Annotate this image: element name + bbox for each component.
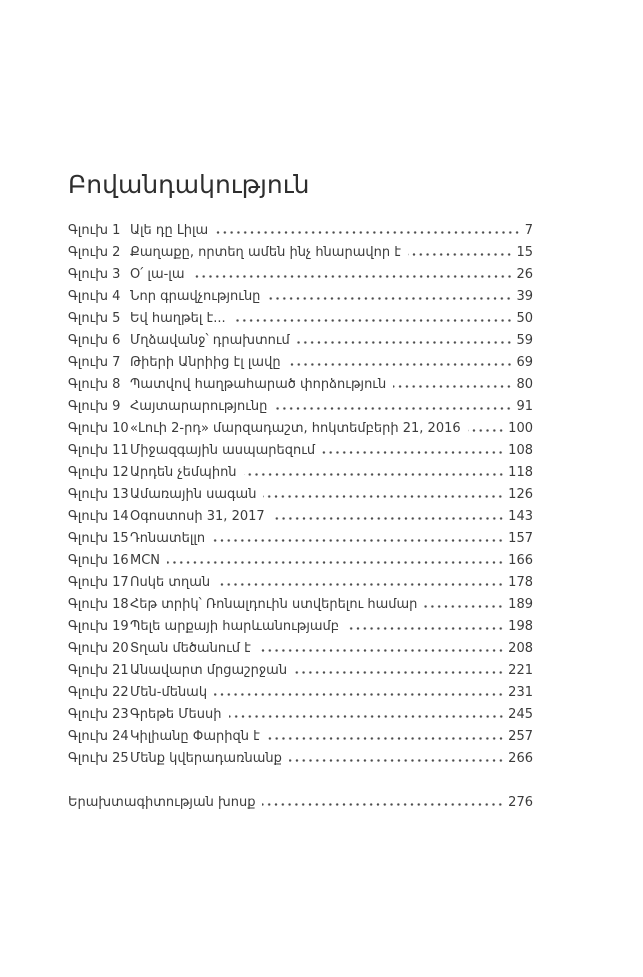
chapter-label: Գլուխ 16 <box>68 553 129 568</box>
chapter-page-number: 198 <box>508 619 533 634</box>
dot-leader <box>346 627 504 630</box>
dot-leader <box>393 385 512 388</box>
chapter-title: Օգոստոսի 31, 2017 <box>130 509 265 524</box>
chapter-label: Գլուխ 24 <box>68 729 129 744</box>
dot-leader <box>167 561 504 564</box>
chapter-page-number: 257 <box>508 729 533 744</box>
chapter-title: Օ՛ լա-լա <box>130 267 185 282</box>
chapter-page-number: 166 <box>508 553 533 568</box>
dot-leader <box>214 693 504 696</box>
chapter-page-number: 80 <box>516 377 533 392</box>
toc-row <box>68 462 533 484</box>
dot-leader <box>274 407 512 410</box>
dot-leader <box>408 253 513 256</box>
chapter-title: Թիերի Անրիից էլ լավը <box>130 355 281 370</box>
toc-row <box>68 440 533 462</box>
chapter-page-number: 221 <box>508 663 533 678</box>
toc-row <box>68 506 533 528</box>
chapter-label: Գլուխ 2 <box>68 245 121 260</box>
chapter-title: Ոսկե տղան <box>130 575 211 590</box>
chapter-title: Ամառային սագան <box>130 487 257 502</box>
chapter-title: Նոր գրավչությունը <box>130 289 261 304</box>
chapter-page-number: 100 <box>508 421 533 436</box>
toc-row <box>68 264 533 286</box>
chapter-title: Հեթ տրիկ՝ Ռոնալդուին ստվերելու համար <box>130 597 418 612</box>
toc-row <box>68 418 533 440</box>
dot-leader <box>192 275 513 278</box>
page-title: Բովանդակություն <box>68 170 310 199</box>
chapter-title: Կիլիանը Փարիզն է <box>130 729 260 744</box>
toc-row <box>68 704 533 726</box>
chapter-page-number: 59 <box>516 333 533 348</box>
chapter-title: Ալե դը Լիլա <box>130 223 209 238</box>
toc-row <box>68 330 533 352</box>
dot-leader <box>263 495 504 498</box>
dot-leader <box>294 671 504 674</box>
dot-leader <box>212 539 504 542</box>
toc-row <box>68 572 533 594</box>
toc-row <box>68 308 533 330</box>
chapter-page-number: 157 <box>508 531 533 546</box>
dot-leader <box>288 363 513 366</box>
toc-row <box>68 374 533 396</box>
chapter-page-number: 26 <box>516 267 533 282</box>
chapter-title: Մենք կվերադառնանք <box>130 751 282 766</box>
dot-leader <box>289 759 504 762</box>
toc-acknowledgements-row <box>68 792 533 814</box>
chapter-label: Գլուխ 3 <box>68 267 121 282</box>
toc-row <box>68 638 533 660</box>
chapter-label: Գլուխ 4 <box>68 289 121 304</box>
dot-leader <box>229 715 505 718</box>
chapter-page-number: 231 <box>508 685 533 700</box>
dot-leader <box>258 649 504 652</box>
chapter-label: Գլուխ 7 <box>68 355 121 370</box>
chapter-title: Միջազգային ասպարեզում <box>130 443 316 458</box>
toc-row <box>68 286 533 308</box>
chapter-page-number: 50 <box>516 311 533 326</box>
toc-row <box>68 396 533 418</box>
dot-leader <box>217 583 504 586</box>
toc-row <box>68 726 533 748</box>
chapter-page-number: 178 <box>508 575 533 590</box>
chapter-page-number: 108 <box>508 443 533 458</box>
chapter-page-number: 118 <box>508 465 533 480</box>
dot-leader <box>267 297 512 300</box>
chapter-label: Գլուխ 12 <box>68 465 129 480</box>
chapter-label: Գլուխ 18 <box>68 597 129 612</box>
chapter-title: Դոնատելլո <box>130 531 206 546</box>
dot-leader <box>272 517 505 520</box>
toc-row <box>68 682 533 704</box>
chapter-title: Անավարտ մրցաշրջան <box>130 663 288 678</box>
chapter-page-number: 7 <box>524 223 533 238</box>
toc-row <box>68 594 533 616</box>
dot-leader <box>244 473 505 476</box>
chapter-title: Քաղաքը, որտեղ ամեն ինչ հնարավոր է <box>130 245 401 260</box>
toc-row <box>68 660 533 682</box>
toc-row <box>68 528 533 550</box>
chapter-title: Արդեն չեմպիոն <box>130 465 237 480</box>
dot-leader <box>215 231 521 234</box>
toc-row <box>68 352 533 374</box>
toc-row <box>68 242 533 264</box>
chapter-page-number: 189 <box>508 597 533 612</box>
dot-leader <box>424 605 504 608</box>
chapter-label: Գլուխ 11 <box>68 443 129 458</box>
chapter-title: Գրեթե Մեսսի <box>130 707 222 722</box>
chapter-label: Գլուխ 14 <box>68 509 129 524</box>
chapter-title: Հայտարարությունը <box>130 399 268 414</box>
toc-row <box>68 616 533 638</box>
chapter-label: Գլուխ 20 <box>68 641 129 656</box>
chapter-title: Պատվով հաղթահարած փորձություն <box>130 377 387 392</box>
chapter-label: Գլուխ 23 <box>68 707 129 722</box>
chapter-label: Գլուխ 8 <box>68 377 121 392</box>
chapter-title: «Լուի 2-րդ» մարզադաշտ, հոկտեմբերի 21, 2016 <box>130 421 461 436</box>
chapter-page-number: 39 <box>516 289 533 304</box>
chapter-label: Գլուխ 6 <box>68 333 121 348</box>
chapter-title: Մղձավանջ՝ դրախտում <box>130 333 290 348</box>
chapter-label: Գլուխ 17 <box>68 575 129 590</box>
chapter-page-number: 245 <box>508 707 533 722</box>
chapter-title: Եվ հաղթել է... <box>130 311 226 326</box>
chapter-title: Տղան մեծանում է <box>130 641 251 656</box>
chapter-label: Գլուխ 22 <box>68 685 129 700</box>
chapter-page-number: 69 <box>516 355 533 370</box>
chapter-label: Գլուխ 1 <box>68 223 121 238</box>
dot-leader <box>322 451 504 454</box>
acknowledgements-page-number: 276 <box>508 795 533 810</box>
chapter-page-number: 91 <box>516 399 533 414</box>
toc-row <box>68 220 533 242</box>
chapter-page-number: 126 <box>508 487 533 502</box>
chapter-label: Գլուխ 21 <box>68 663 129 678</box>
chapter-page-number: 266 <box>508 751 533 766</box>
dot-leader <box>267 737 504 740</box>
chapter-title: Պելե արքայի հարևանությամբ <box>130 619 340 634</box>
toc-page <box>68 170 533 814</box>
chapter-page-number: 15 <box>516 245 533 260</box>
chapter-page-number: 208 <box>508 641 533 656</box>
chapter-label: Գլուխ 19 <box>68 619 129 634</box>
toc-row <box>68 748 533 770</box>
dot-leader <box>233 319 513 322</box>
toc-row <box>68 550 533 572</box>
chapter-label: Գլուխ 5 <box>68 311 121 326</box>
acknowledgements-title: Երախտագիտության խոսք <box>68 795 256 810</box>
toc-row <box>68 484 533 506</box>
chapter-label: Գլուխ 15 <box>68 531 129 546</box>
chapter-title: MCN <box>130 553 161 568</box>
chapter-label: Գլուխ 25 <box>68 751 129 766</box>
chapter-label: Գլուխ 10 <box>68 421 129 436</box>
toc-list <box>68 220 533 770</box>
chapter-title: Մեն-մենակ <box>130 685 208 700</box>
chapter-label: Գլուխ 13 <box>68 487 129 502</box>
dot-leader <box>468 429 505 432</box>
chapter-label: Գլուխ 9 <box>68 399 121 414</box>
chapter-page-number: 143 <box>508 509 533 524</box>
dot-leader <box>262 803 504 806</box>
dot-leader <box>297 341 513 344</box>
